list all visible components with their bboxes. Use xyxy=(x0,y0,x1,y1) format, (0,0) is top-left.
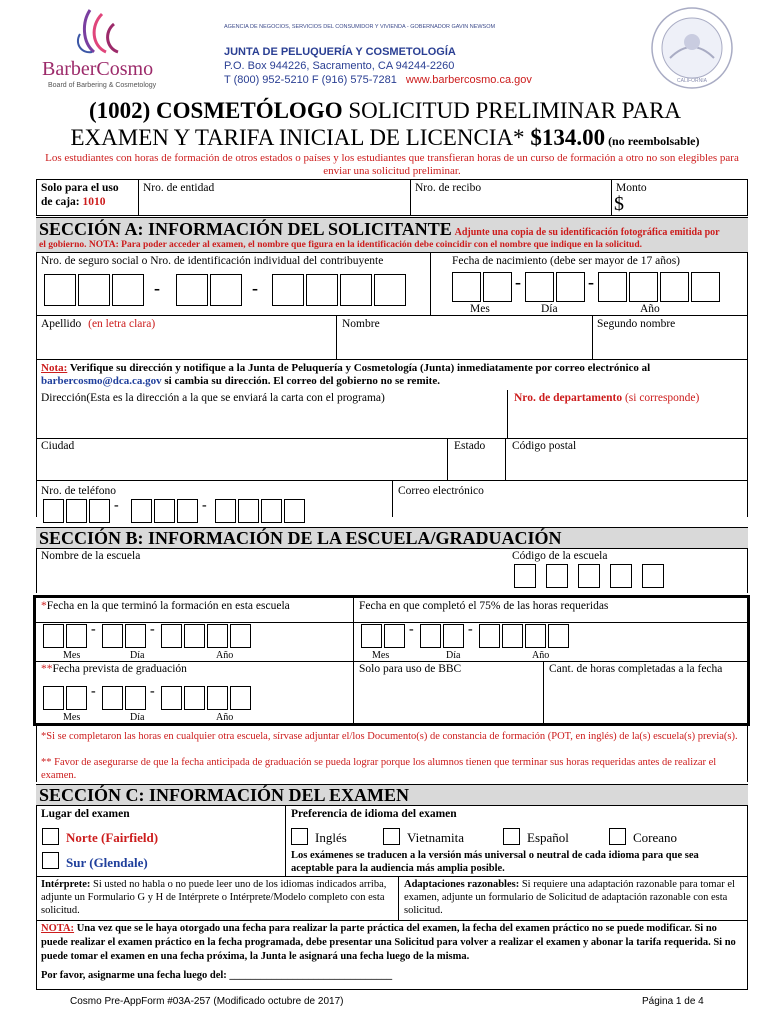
dob-separator: - xyxy=(515,272,521,292)
address-field[interactable]: Dirección(Esta es la dirección a la que se enviará la carta con el programa) xyxy=(41,392,385,404)
lang-korean-checkbox[interactable] xyxy=(609,828,626,845)
form-title-rest: SOLICITUD PRELIMINAR PARA xyxy=(342,98,682,123)
last-name-field[interactable] xyxy=(41,318,155,330)
grad-date-digit[interactable] xyxy=(125,686,146,710)
fee-amount: $134.00 xyxy=(530,125,606,150)
phone-separator: - xyxy=(202,498,207,513)
dob-digit[interactable] xyxy=(598,272,627,302)
date-separator: - xyxy=(409,622,414,637)
date-75-digit[interactable] xyxy=(479,624,500,648)
phone-label: Nro. de teléfono xyxy=(41,485,117,497)
lang-spanish-label: Español xyxy=(527,830,569,845)
address-note-text2: si cambia su dirección. El correo del gobierno no se remite. xyxy=(161,375,440,387)
date-75-year: Año xyxy=(532,650,550,661)
address-note-text: Verifique su dirección y notifique a la Junta de Peluquería y Cosmetología (Junta) inmediatamente por correo electrónico al xyxy=(67,362,651,374)
school-code-digit[interactable] xyxy=(514,564,536,588)
ssn-digit[interactable] xyxy=(306,274,338,306)
grad-date-text: Fecha prevista de graduación xyxy=(52,663,187,675)
phone-numbers: T (800) 952-5210 F (916) 575-7281 xyxy=(224,74,397,86)
phone-digit[interactable] xyxy=(131,499,152,523)
last-name-hint: (en letra clara) xyxy=(88,318,156,330)
date-separator: - xyxy=(91,684,96,699)
phone-digit[interactable] xyxy=(89,499,110,523)
logo-subtext: Board of Barbering & Cosmetology xyxy=(48,82,157,89)
dob-year-label: Año xyxy=(640,303,660,315)
accommodation-text: Si requiere una adaptación razonable para tomar el examen, adjunte un formulario de Solicitud de adaptación razonable con esta solicitud. xyxy=(404,879,735,916)
page-number: Página 1 de 4 xyxy=(642,996,704,1007)
date-finished-star: * xyxy=(41,600,47,612)
date-75-day: Día xyxy=(446,650,461,661)
city-field[interactable]: Ciudad xyxy=(41,440,75,452)
location-south-label: Sur (Glendale) xyxy=(66,855,148,870)
date-finished-text: Fecha en la que terminó la formación en esta escuela xyxy=(46,600,290,612)
dob-label: Fecha de nacimiento (debe ser mayor de 17 años) xyxy=(452,255,680,267)
exam-note-text: Una vez que se le haya otorgado una fecha para realizar la parte práctica del examen, la fecha del examen práctico no se puede modificar. Si no puede realizar el examen práctico en la fecha programada, debe presentar una Solicitud para volver a realizar el examen y abonar la tarifa requerida. Si no puede tomar el examen en una fecha próxima, la Junta le asignará una fecha luego de la misma. xyxy=(41,923,736,962)
date-separator: - xyxy=(150,622,155,637)
cashier-code: 1010 xyxy=(82,196,106,208)
location-north-label: Norte (Fairfield) xyxy=(66,830,159,845)
apartment-field[interactable] xyxy=(514,392,699,404)
section-a-title: SECCIÓN A: INFORMACIÓN DEL SOLICITANTE xyxy=(39,219,452,239)
ssn-digit[interactable] xyxy=(340,274,372,306)
state-field[interactable]: Estado xyxy=(454,440,486,452)
dollar-sign: $ xyxy=(614,193,624,215)
cashier-code-label: de caja: xyxy=(41,196,83,208)
location-south-checkbox[interactable] xyxy=(42,852,59,869)
grad-date-digit[interactable] xyxy=(43,686,64,710)
grad-date-digit[interactable] xyxy=(102,686,123,710)
lang-english-checkbox[interactable] xyxy=(291,828,308,845)
section-c-title: SECCIÓN C: INFORMACIÓN DEL EXAMEN xyxy=(39,785,410,805)
language-note: Los exámenes se traducen a la versión más universal o neutral de cada idioma para que sea aceptable para la audiencia más amplia posible. xyxy=(291,850,699,874)
interpreter-note xyxy=(41,878,393,917)
last-name-label: Apellido xyxy=(41,318,82,330)
date-75-digit[interactable] xyxy=(548,624,569,648)
grad-date-digit[interactable] xyxy=(207,686,228,710)
ssn-separator: - xyxy=(154,278,160,298)
form-title-code: (1002) COSMETÓLOGO xyxy=(88,98,343,123)
date-75-digit[interactable] xyxy=(384,624,405,648)
hours-completed-field[interactable]: Cant. de horas completadas a la fecha xyxy=(549,663,723,675)
date-separator: - xyxy=(468,622,473,637)
grad-date-digit[interactable] xyxy=(66,686,87,710)
phone-separator: - xyxy=(114,498,119,513)
date-finished-digit[interactable] xyxy=(161,624,182,648)
section-b-footnote1: *Si se completaron las horas en cualquier otra escuela, sírvase adjuntar el/los Documento(s) de constancia de formación (POT, en inglés) de la(s) escuela(s) previa(s). xyxy=(41,731,738,742)
ssn-digit[interactable] xyxy=(78,274,110,306)
email-field[interactable]: Correo electrónico xyxy=(398,485,484,497)
exam-location-label: Lugar del examen xyxy=(41,808,130,820)
phone-digit[interactable] xyxy=(177,499,198,523)
language-label: Preferencia de idioma del examen xyxy=(291,808,457,820)
date-75-month: Mes xyxy=(372,650,390,661)
accommodation-label: Adaptaciones razonables: xyxy=(404,879,520,890)
date-finished-digit[interactable] xyxy=(207,624,228,648)
dob-digit[interactable] xyxy=(660,272,689,302)
date-finished-digit[interactable] xyxy=(125,624,146,648)
school-code-digit[interactable] xyxy=(610,564,632,588)
lang-korean-label: Coreano xyxy=(633,830,678,845)
ssn-digit[interactable] xyxy=(272,274,304,306)
form-title-exam: EXAMEN Y TARIFA INICIAL DE LICENCIA* xyxy=(70,125,531,150)
ssn-digit[interactable] xyxy=(210,274,242,306)
section-a-note1: Adjunte una copia de su identificación fotográfica emitida por xyxy=(454,227,720,238)
lang-vietnamese-label: Vietnamita xyxy=(407,830,464,845)
board-phones xyxy=(224,74,532,86)
first-name-field[interactable]: Nombre xyxy=(342,318,380,330)
dob-digit[interactable] xyxy=(691,272,720,302)
date-finished-digit[interactable] xyxy=(66,624,87,648)
interpreter-label: Intérprete: xyxy=(41,879,91,890)
exam-note-label: NOTA: xyxy=(41,923,75,934)
dob-digit[interactable] xyxy=(525,272,554,302)
section-a-title-row xyxy=(39,219,720,240)
lang-spanish-checkbox[interactable] xyxy=(503,828,520,845)
date-finished-month: Mes xyxy=(63,650,81,661)
grad-date-digit[interactable] xyxy=(184,686,205,710)
dob-digit[interactable] xyxy=(483,272,512,302)
date-after-field[interactable]: Por favor, asignarme una fecha luego del: _______________________________ xyxy=(41,970,393,981)
ssn-separator: - xyxy=(252,278,258,298)
ssn-label: Nro. de seguro social o Nro. de identificación individual del contribuyente xyxy=(41,255,384,267)
school-code-label: Código de la escuela xyxy=(512,550,608,562)
accommodation-note xyxy=(404,878,742,917)
date-finished-digit[interactable] xyxy=(43,624,64,648)
school-name-field[interactable]: Nombre de la escuela xyxy=(41,550,141,562)
phone-digit[interactable] xyxy=(238,499,259,523)
dob-month-label: Mes xyxy=(470,303,490,315)
section-a-note2: el gobierno. NOTA: Para poder acceder al examen, el nombre que figura en la identificación debe coincidir con el nombre que indique en la solicitud. xyxy=(39,240,642,250)
grad-date-digit[interactable] xyxy=(161,686,182,710)
seal-label: CALIFORNIA xyxy=(677,78,708,84)
school-code-digit[interactable] xyxy=(578,564,600,588)
form-title-line1 xyxy=(0,98,770,124)
section-a-header xyxy=(36,217,748,253)
grad-date-month: Mes xyxy=(63,712,81,723)
ssn-digit[interactable] xyxy=(112,274,144,306)
location-north-checkbox[interactable] xyxy=(42,828,59,845)
zip-field[interactable]: Código postal xyxy=(512,440,577,452)
address-note-label: Nota: xyxy=(41,362,68,374)
fee-note: (no reembolsable) xyxy=(605,134,700,148)
grad-date-label xyxy=(41,663,187,675)
phone-digit[interactable] xyxy=(215,499,236,523)
date-75-digit[interactable] xyxy=(525,624,546,648)
date-finished-day: Día xyxy=(130,650,145,661)
dob-digit[interactable] xyxy=(556,272,585,302)
date-75-digit[interactable] xyxy=(361,624,382,648)
school-code-digit[interactable] xyxy=(642,564,664,588)
board-name: JUNTA DE PELUQUERÍA Y COSMETOLOGÍA xyxy=(224,46,456,58)
logo-text: BarberCosmo xyxy=(42,58,154,80)
form-id: Cosmo Pre-AppForm #03A-257 (Modificado octubre de 2017) xyxy=(70,996,344,1007)
apartment-label: Nro. de departamento xyxy=(514,392,623,404)
lang-vietnamese-checkbox[interactable] xyxy=(383,828,400,845)
date-75-digit[interactable] xyxy=(502,624,523,648)
lang-english-label: Inglés xyxy=(315,830,347,845)
website-link[interactable]: www.barbercosmo.ca.gov xyxy=(405,74,532,86)
amount-field[interactable]: Monto xyxy=(616,182,647,194)
interpreter-text: Si usted no habla o no puede leer uno de los idiomas indicados arriba, adjunte un Formulario G y H de Intérprete o Intérprete/Modelo completo con esta solicitud. xyxy=(41,879,387,916)
date-finished-digit[interactable] xyxy=(184,624,205,648)
intro-note: Los estudiantes con horas de formación de otros estados o países y los estudiantes que transfieran horas de un curso de formación a otro no son elegibles para enviar una solicitud preliminar. xyxy=(45,152,739,177)
section-b-title: SECCIÓN B: INFORMACIÓN DE LA ESCUELA/GRADUACIÓN xyxy=(39,528,562,548)
cashier-label: Solo para el uso xyxy=(41,182,119,194)
date-finished-digit[interactable] xyxy=(230,624,251,648)
apartment-hint: (si corresponde) xyxy=(622,392,700,404)
section-b-header xyxy=(36,527,748,549)
grad-date-digit[interactable] xyxy=(230,686,251,710)
phone-digit[interactable] xyxy=(154,499,175,523)
section-b-footnote2: ** Favor de asegurarse de que la fecha anticipada de graduación se pueda lograr porque los alumnos tienen que terminar sus horas requeridas antes de realizar el examen. xyxy=(41,757,717,781)
phone-digit[interactable] xyxy=(66,499,87,523)
exam-note xyxy=(41,922,743,964)
grad-date-star: ** xyxy=(41,663,53,675)
date-finished-digit[interactable] xyxy=(102,624,123,648)
middle-name-field[interactable]: Segundo nombre xyxy=(597,318,676,330)
phone-digit[interactable] xyxy=(284,499,305,523)
ssn-digit[interactable] xyxy=(44,274,76,306)
grad-date-day: Día xyxy=(130,712,145,723)
form-title-line2 xyxy=(0,125,770,151)
grad-date-year: Año xyxy=(216,712,234,723)
date-75-label: Fecha en que completó el 75% de las horas requeridas xyxy=(359,600,609,612)
receipt-number-field[interactable]: Nro. de recibo xyxy=(415,182,482,194)
school-code-digit[interactable] xyxy=(546,564,568,588)
date-separator: - xyxy=(91,622,96,637)
dob-separator: - xyxy=(588,272,594,292)
ssn-digit[interactable] xyxy=(176,274,208,306)
dob-day-label: Día xyxy=(541,303,558,315)
date-separator: - xyxy=(150,684,155,699)
dob-digit[interactable] xyxy=(452,272,481,302)
date-finished-label xyxy=(41,600,290,612)
section-c-header xyxy=(36,784,748,806)
dob-digit[interactable] xyxy=(629,272,658,302)
date-75-digit[interactable] xyxy=(420,624,441,648)
phone-digit[interactable] xyxy=(43,499,64,523)
board-email-link[interactable]: barbercosmo@dca.ca.gov xyxy=(41,375,162,387)
bbc-only-label: Solo para uso de BBC xyxy=(359,663,462,675)
address-note xyxy=(41,362,741,388)
board-address: P.O. Box 944226, Sacramento, CA 94244-2260 xyxy=(224,60,455,72)
ssn-digit[interactable] xyxy=(374,274,406,306)
entity-number-field[interactable]: Nro. de entidad xyxy=(143,182,215,194)
cashier-code-row xyxy=(41,196,106,208)
date-75-digit[interactable] xyxy=(443,624,464,648)
date-finished-year: Año xyxy=(216,650,234,661)
phone-digit[interactable] xyxy=(261,499,282,523)
agency-line: AGENCIA DE NEGOCIOS, SERVICIOS DEL CONSUMIDOR Y VIVIENDA - GOBERNADOR GAVIN NEWSOM xyxy=(224,24,496,30)
